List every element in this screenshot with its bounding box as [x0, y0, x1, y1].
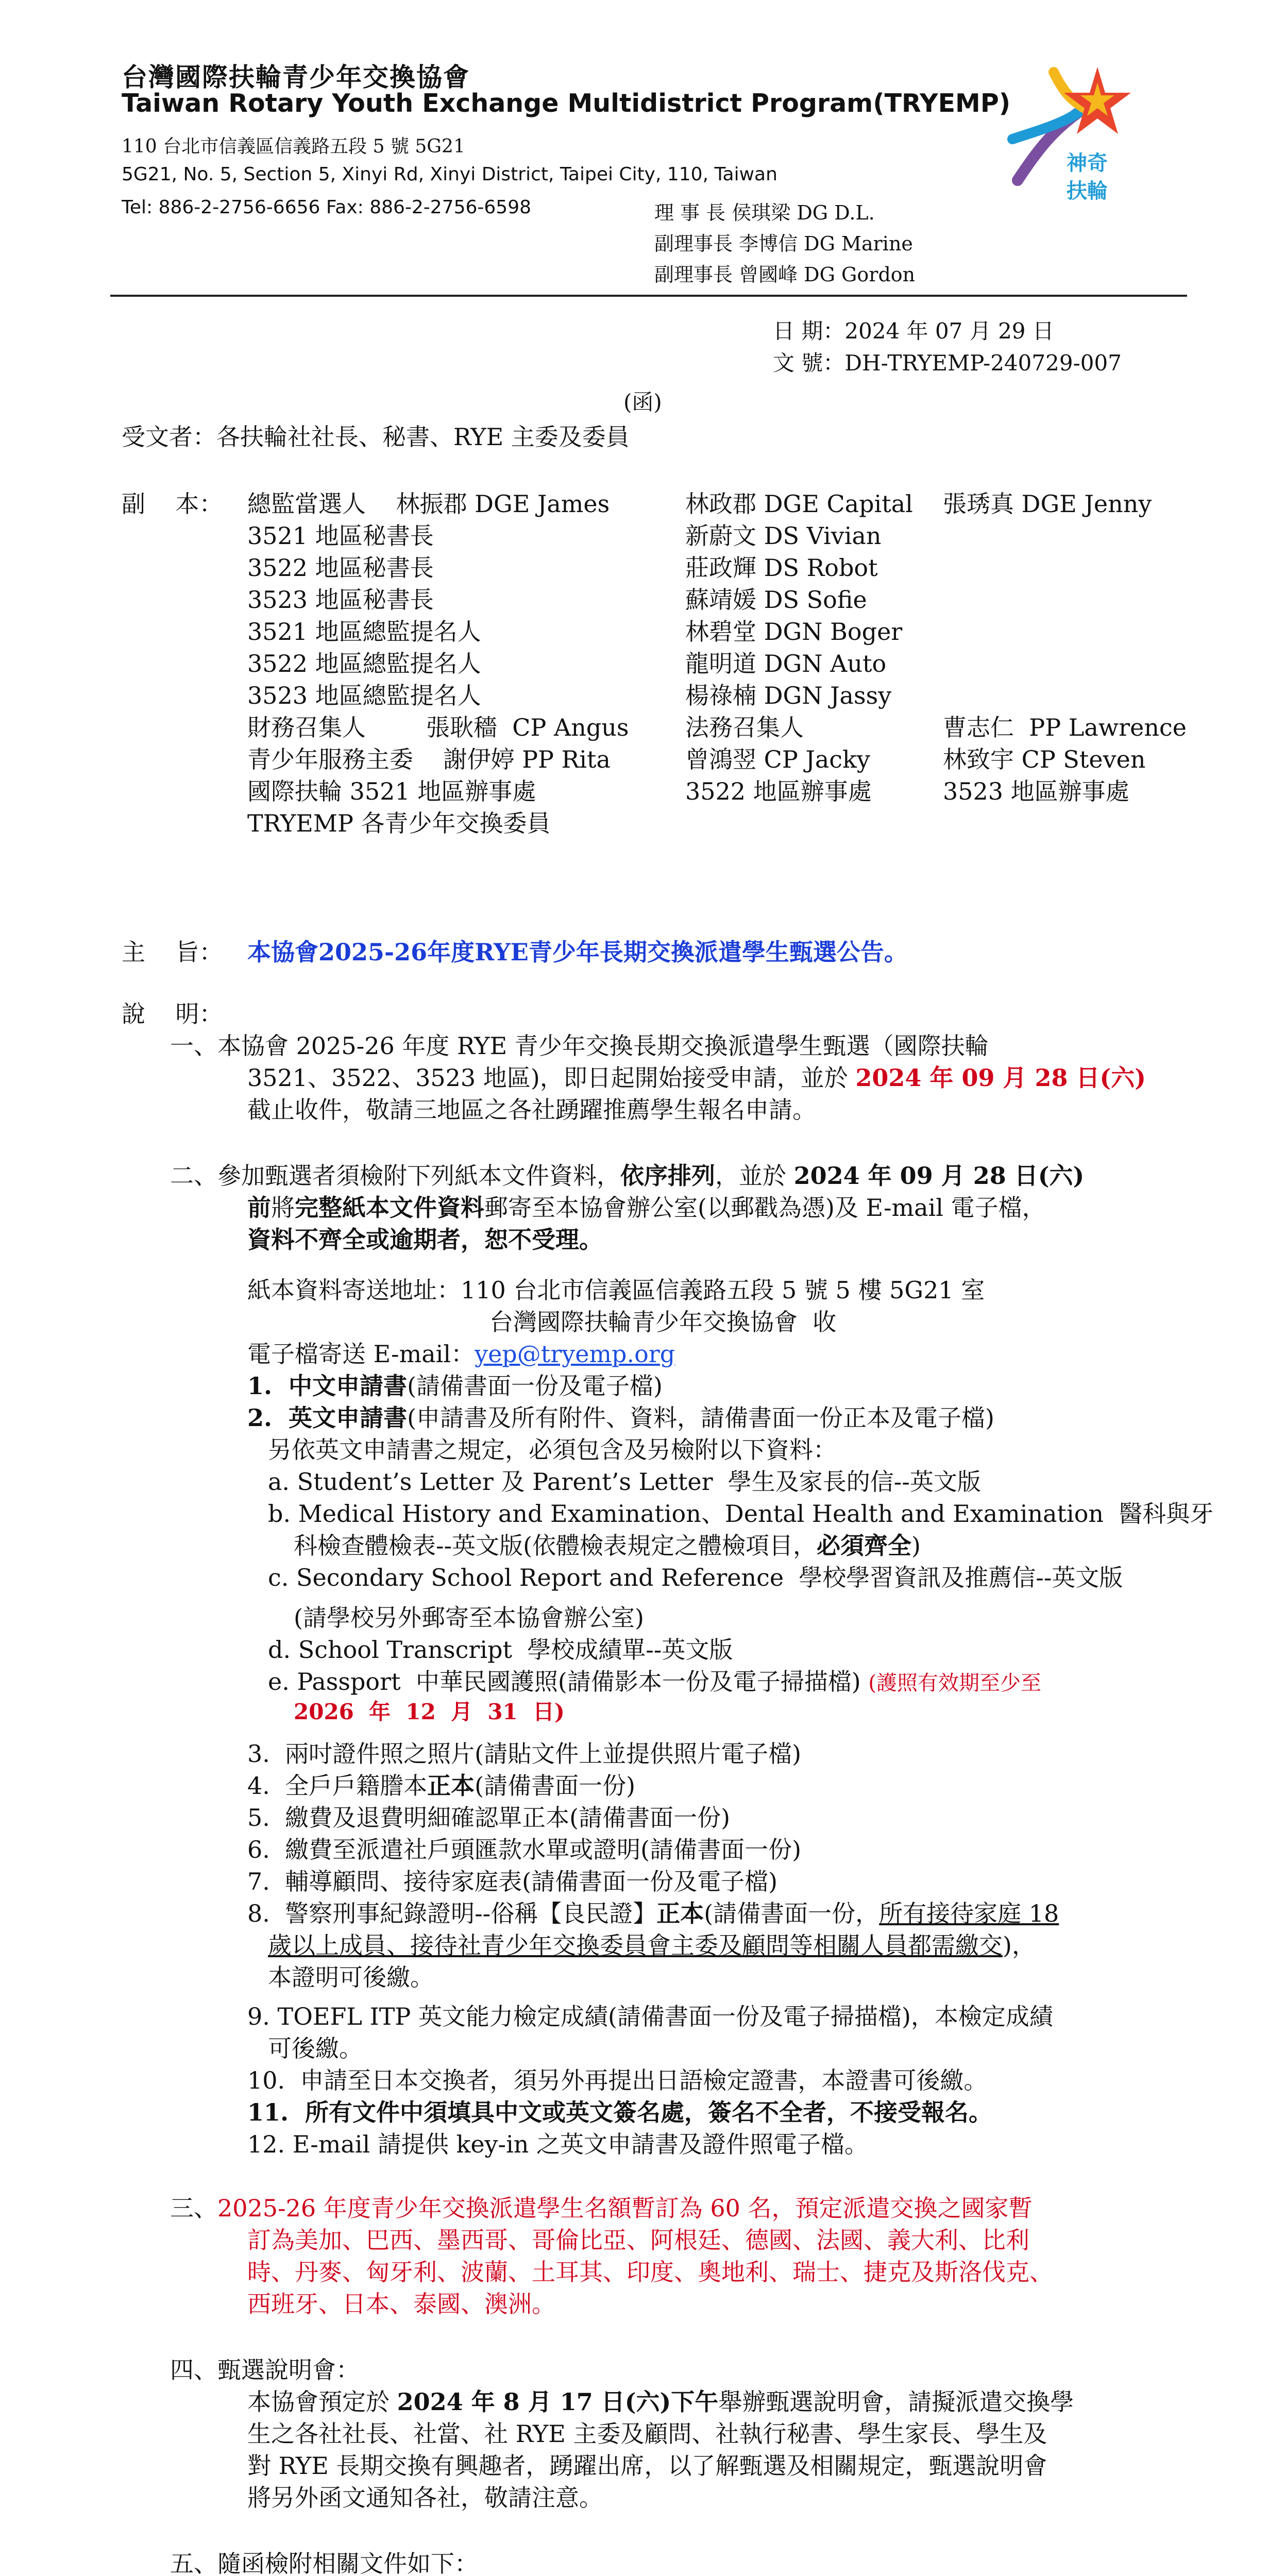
item-5: 5. 繳費及退費明細確認單正本(請備書面一份)	[247, 1804, 731, 1832]
subject-text: 本協會2025-26年度RYE青少年長期交換派遣學生甄選公告。	[247, 938, 908, 966]
address-zh: 110 台北市信義區信義路五段 5 號 5G21	[122, 136, 465, 157]
item-2c-cont: (請學校另外郵寄至本協會辦公室)	[294, 1604, 644, 1632]
cc-entry: 林碧堂 DGN Boger	[685, 618, 903, 646]
cc-entry: 曾鴻翌 CP Jacky	[685, 745, 870, 773]
doc-number: 文 號：DH-TRYEMP-240729-007	[773, 350, 1122, 376]
cc-entry: 3523 地區辦事處	[943, 777, 1129, 805]
item-underline: 所有接待家庭 18	[879, 1900, 1059, 1927]
item-8	[247, 1895, 1059, 1929]
sec4-line: 生之各社社長、社當、社 RYE 主委及顧問、社執行秘書、學生家長、學生及	[247, 2420, 1047, 2448]
address-en: 5G21, No. 5, Section 5, Xinyi Rd, Xinyi District, Taipei City, 110, Taiwan	[122, 164, 777, 185]
logo-text-line: 扶輪	[1067, 179, 1108, 203]
contact-line: Tel: 886-2-2756-6656 Fax: 886-2-2756-6598	[122, 197, 532, 218]
item-bold: 必須齊全	[817, 1532, 912, 1560]
item-8-cont	[268, 1927, 1036, 1961]
sec2-bold: 完整紙本文件資料	[295, 1194, 484, 1222]
item-text: )	[911, 1532, 921, 1560]
item-2a: a. Student’s Letter 及 Parent’s Letter 學生及家長的信--英文版	[268, 1468, 981, 1496]
sec1-line: 截止收件，敬請三地區之各社踴躍推薦學生報名申請。	[247, 1096, 816, 1124]
recipient: 受文者：各扶輪社社長、秘書、RYE 主委及委員	[122, 423, 630, 451]
sec1-text: 3521、3522、3523 地區)，即日起開始接受申請，並於	[247, 1064, 856, 1092]
header-divider	[110, 295, 1187, 297]
sec2-text: 郵寄至本協會辦公室(以郵戳為憑)及 E-mail 電子檔，	[484, 1194, 1046, 1222]
cc-entry: 總監當選人 林振郡 DGE James	[247, 490, 610, 518]
item-2d: d. School Transcript 學校成績單--英文版	[268, 1636, 733, 1664]
cc-entry: 法務召集人	[685, 714, 804, 741]
item-text: (請備書面一份)	[475, 1772, 636, 1800]
officer-line: 副理事長 李博信 DG Marine	[654, 232, 913, 255]
cc-label: 副 本：	[122, 490, 223, 518]
cc-entry: 青少年服務主委 謝伊婷 PP Rita	[247, 745, 611, 773]
mail-address: 紙本資料寄送地址：110 台北市信義區信義路五段 5 號 5 樓 5G21 室	[247, 1276, 985, 1304]
cc-entry: 蘇靖媛 DS Sofie	[685, 586, 867, 614]
cc-entry: 3522 地區總監提名人	[247, 650, 481, 677]
sec2-line: 資料不齊全或逾期者，恕不受理。	[247, 1226, 603, 1253]
logo-text	[1067, 149, 1108, 205]
cc-entry: 3523 地區總監提名人	[247, 682, 481, 709]
org-name-zh: 台灣國際扶輪青少年交換協會	[122, 62, 470, 92]
cc-entry: TRYEMP 各青少年交換委員	[247, 809, 551, 837]
sec4-date: 2024 年 8 月 17 日(六)下午	[397, 2388, 719, 2416]
item-4	[247, 1767, 635, 1801]
sec3-line: 訂為美加、巴西、墨西哥、哥倫比亞、阿根廷、德國、法國、義大利、比利	[247, 2226, 1029, 2254]
item-text: (請備書面一份及電子檔)	[407, 1372, 663, 1400]
logo-text-line: 神奇	[1067, 151, 1108, 175]
item-text: 8. 警察刑事紀錄證明--俗稱【良民證】	[247, 1900, 657, 1927]
item-12: 12. E-mail 請提供 key-in 之英文申請書及證件照電子檔。	[247, 2130, 869, 2158]
item-2b-cont	[294, 1527, 921, 1561]
explain-label: 說 明：	[122, 1000, 223, 1028]
item-underline: 歲以上成員、接待社青少年交換委員會主委及顧問等相關人員都需繳交	[268, 1931, 1003, 1959]
sec2-bold: 前	[247, 1194, 271, 1222]
cc-entry: 林致宇 CP Steven	[943, 745, 1146, 773]
sec2-text: ，並於	[715, 1162, 794, 1190]
item-bold: 1. 中文申請書	[247, 1372, 408, 1400]
item-10: 10. 申請至日本交換者，須另外再提出日語檢定證書，本證書可後繳。	[247, 2066, 988, 2094]
doc-date: 日 期：2024 年 07 月 29 日	[773, 318, 1054, 344]
item-2-note: 另依英文申請書之規定，必須包含及另檢附以下資料：	[268, 1436, 837, 1464]
item-7: 7. 輔導顧問、接待家庭表(請備書面一份及電子檔)	[247, 1868, 778, 1895]
item-2e	[268, 1663, 1041, 1697]
item-text: e. Passport 中華民國護照(請備影本一份及電子掃描檔)	[268, 1668, 869, 1696]
doc-type: (函)	[623, 389, 662, 415]
cc-entry: 3522 地區秘書長	[247, 554, 434, 582]
item-text: 科檢查體檢表--英文版(依體檢表規定之體檢項目，	[294, 1532, 817, 1560]
cc-entry: 張琇真 DGE Jenny	[943, 490, 1152, 518]
item-bold: 正本	[427, 1772, 475, 1800]
org-name-en: Taiwan Rotary Youth Exchange Multidistrict Program(TRYEMP)	[122, 89, 1011, 118]
sec4-line: 對 RYE 長期交換有興趣者，踴躍出席，以了解甄選及相關規定，甄選說明會	[247, 2452, 1047, 2480]
item-2c: c. Secondary School Report and Reference 學校學習資訊及推薦信--英文版	[268, 1564, 1123, 1591]
sec4-text: 舉辦甄選說明會，請擬派遣交換學	[718, 2388, 1074, 2416]
item-text: (請備書面一份，	[704, 1900, 879, 1927]
sec2-text: 二、參加甄選者須檢附下列紙本文件資料，	[170, 1162, 620, 1190]
item-bold: 正本	[656, 1900, 704, 1927]
item-2b: b. Medical History and Examination、Dental Health and Examination 醫科與牙	[268, 1500, 1214, 1528]
item-text: (申請書及所有附件、資料，請備書面一份正本及電子檔)	[407, 1404, 994, 1432]
cc-entry: 新蔚文 DS Vivian	[685, 522, 882, 550]
sec2-line	[170, 1157, 1084, 1191]
sec1-line: 一、本協會 2025-26 年度 RYE 青少年交換長期交換派遣學生甄選（國際扶輪	[170, 1032, 989, 1060]
sec3-line	[170, 2190, 1033, 2224]
sec3-line: 西班牙、日本、泰國、澳洲。	[247, 2290, 555, 2318]
cc-entry: 曹志仁 PP Lawrence	[943, 714, 1187, 741]
item-2	[247, 1399, 994, 1433]
item-9-cont: 可後繳。	[268, 2035, 363, 2062]
cc-entry: 楊祿楠 DGN Jassy	[685, 682, 892, 709]
cc-entry: 莊政輝 DS Robot	[685, 554, 878, 582]
sec1-deadline: 2024 年 09 月 28 日(六)	[855, 1064, 1146, 1092]
item-warning: (護照有效期至少至	[868, 1671, 1041, 1695]
cc-entry: 3522 地區辦事處	[685, 777, 872, 805]
item-11: 11. 所有文件中須填具中文或英文簽名處，簽名不全者，不接受報名。	[247, 2098, 993, 2126]
item-8-cont: 本證明可後繳。	[268, 1963, 434, 1991]
sec2-bold: 依序排列	[620, 1162, 715, 1190]
cc-entry: 財務召集人 張耿穡 CP Angus	[247, 714, 629, 741]
item-bold: 2. 英文申請書	[247, 1404, 408, 1432]
item-text: 4. 全戶戶籍謄本	[247, 1772, 428, 1800]
sec3-text: 三、	[170, 2194, 217, 2222]
sec2-line	[247, 1189, 1046, 1223]
sec1-line	[247, 1059, 1146, 1093]
item-text: )，	[1003, 1931, 1036, 1959]
sec4-line: 將另外函文通知各社，敬請注意。	[247, 2484, 603, 2512]
sec3-line: 時、丹麥、匈牙利、波蘭、土耳其、印度、奧地利、瑞士、捷克及斯洛伐克、	[247, 2258, 1053, 2286]
cc-entry: 3521 地區總監提名人	[247, 618, 481, 646]
subject-label: 主 旨：	[122, 938, 223, 966]
item-9: 9. TOEFL ITP 英文能力檢定成績(請備書面一份及電子掃描檔)，本檢定成績	[247, 2003, 1053, 2030]
cc-entry: 林政郡 DGE Capital	[685, 490, 913, 518]
email-link[interactable]: yep@tryemp.org	[475, 1340, 675, 1368]
officer-line: 理 事 長 侯琪梁 DG D.L.	[654, 201, 875, 224]
item-6: 6. 繳費至派遣社戶頭匯款水單或證明(請備書面一份)	[247, 1836, 802, 1863]
item-1	[247, 1367, 663, 1401]
officer-line: 副理事長 曾國峰 DG Gordon	[654, 263, 916, 286]
sec2-deadline: 2024 年 09 月 28 日(六)	[793, 1162, 1085, 1190]
sec5-title: 五、隨函檢附相關文件如下：	[170, 2550, 478, 2576]
cc-entry: 龍明道 DGN Auto	[685, 650, 887, 677]
sec3-red: 2025-26 年度青少年交換派遣學生名額暫訂為 60 名，預定派遣交換之國家暫	[217, 2194, 1033, 2222]
sec4-text: 本協會預定於	[247, 2388, 397, 2416]
cc-entry: 國際扶輪 3521 地區辦事處	[247, 777, 536, 805]
cc-entry: 3523 地區秘書長	[247, 586, 434, 614]
sec4-line	[247, 2383, 1074, 2417]
email-line	[247, 1335, 675, 1369]
sec2-text: 將	[271, 1194, 295, 1222]
email-label: 電子檔寄送 E-mail：	[247, 1340, 475, 1368]
item-3: 3. 兩吋證件照之照片(請貼文件上並提供照片電子檔)	[247, 1740, 802, 1768]
mail-recipient: 台灣國際扶輪青少年交換協會 收	[489, 1308, 837, 1336]
cc-entry: 3521 地區秘書長	[247, 522, 434, 550]
sec4-title: 四、甄選說明會：	[170, 2356, 360, 2384]
item-2e-date: 2026 年 12 月 31 日)	[294, 1699, 565, 1724]
